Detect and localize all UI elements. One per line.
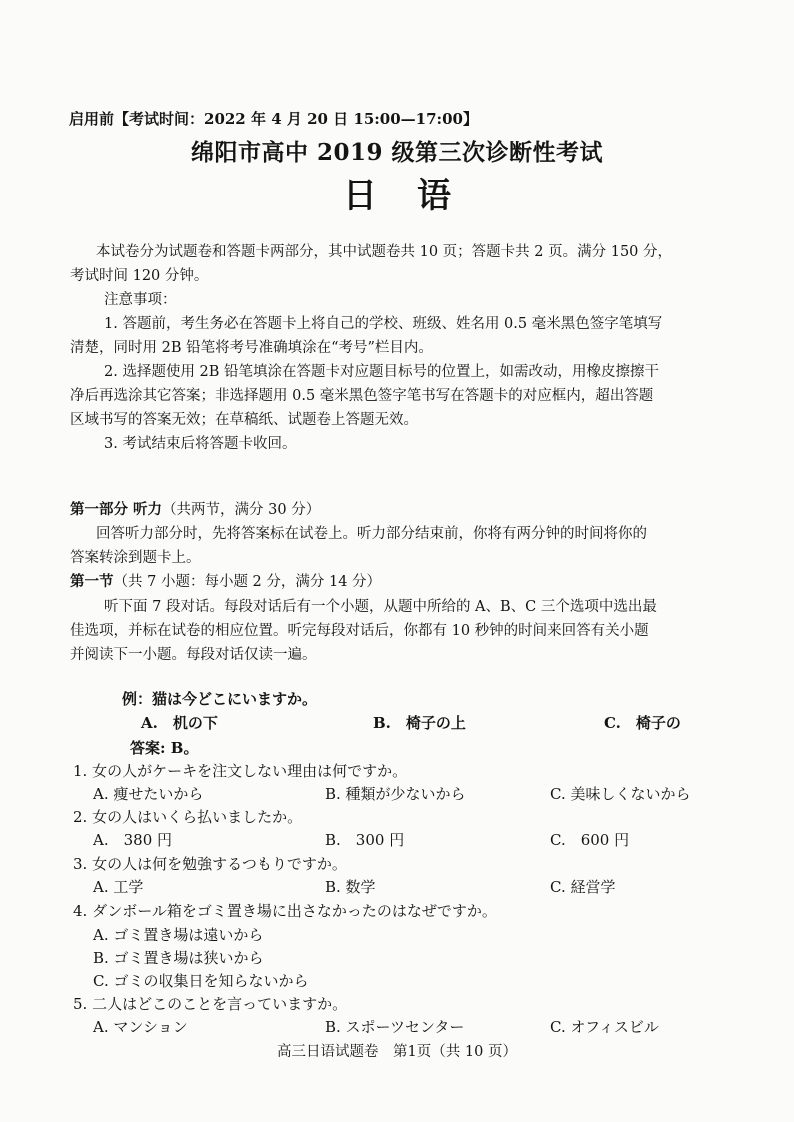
question-1-option-a: A. 痩せたいから (93, 785, 204, 803)
subject-title: 日语 (343, 176, 491, 216)
question-5-option-a: A. マンション (93, 1018, 188, 1036)
intro-line-2: 考试时间 120 分钟。 (70, 268, 209, 284)
question-5-option-c: C. オフィスビル (550, 1018, 659, 1036)
example-option-c: C. 椅子の (604, 714, 681, 732)
question-2-option-a: A. 380 円 (93, 831, 172, 849)
section1-desc-line-2: 佳选项，并标在试卷的相应位置。听完每段对话后，你都有 10 秒钟的时间来回答有关小题 (70, 623, 649, 639)
question-4-option-a: A. ゴミ置き場は遠いから (93, 926, 264, 944)
section1-title-note: （共 7 小题：每小题 2 分，满分 14 分） (113, 574, 382, 590)
question-3-option-a: A. 工学 (93, 878, 144, 896)
question-2-option-c: C. 600 円 (550, 831, 630, 849)
question-2-option-b: B. 300 円 (325, 831, 405, 849)
question-1-option-c: C. 美味しくないから (550, 785, 691, 803)
part1-desc-line-1: 回答听力部分时，先将答案标在试卷上。听力部分结束前，你将有两分钟的时间将你的 (96, 526, 647, 542)
part1-desc-line-2: 答案转涂到题卡上。 (70, 550, 201, 566)
question-3-option-b: B. 数学 (325, 878, 376, 896)
question-5: 5. 二人はどこのことを言っていますか。 (73, 995, 348, 1013)
example-option-b: B. 椅子の上 (373, 714, 466, 732)
question-3-option-c: C. 経営学 (550, 878, 616, 896)
note-3: 3. 考试结束后将答题卡收回。 (104, 436, 297, 452)
example-answer: 答案: B。 (130, 739, 199, 757)
question-1-option-b: B. 種類が少ないから (325, 785, 466, 803)
question-4-option-b: B. ゴミ置き場は狭いから (93, 949, 264, 967)
question-5-option-b: B. スポーツセンター (325, 1018, 465, 1036)
page-footer: 高三日语试题卷 第1页（共 10 页） (277, 1044, 517, 1060)
part1-heading (70, 498, 320, 522)
notes-title: 注意事项： (104, 292, 177, 308)
question-2: 2. 女の人はいくら払いましたか。 (73, 808, 303, 826)
example-option-a: A. 机の下 (141, 714, 218, 732)
part1-title: 第一部分 听力 (70, 501, 163, 518)
section1-heading (70, 570, 381, 594)
note-1-line-1: 1. 答题前，考生务必在答题卡上将自己的学校、班级、姓名用 0.5 毫米黑色签字笔填写 (104, 316, 663, 332)
example-question: 例：猫は今どこにいますか。 (122, 690, 318, 708)
section1-desc-line-1: 听下面 7 段对话。每段对话后有一个小题，从题中所给的 A、B、C 三个选项中选出最 (104, 599, 657, 615)
section1-desc-line-3: 并阅读下一小题。每段对话仅读一遍。 (70, 647, 317, 663)
note-1-line-2: 清楚，同时用 2B 铅笔将考号准确填涂在“考号”栏目内。 (70, 340, 433, 356)
note-2-line-3: 区域书写的答案无效；在草稿纸、试题卷上答题无效。 (70, 412, 418, 428)
exam-time-line: 启用前【考试时间：2022 年 4 月 20 日 15:00—17:00】 (69, 110, 478, 128)
question-1: 1. 女の人がケーキを注文しない理由は何ですか。 (73, 762, 408, 780)
question-4: 4. ダンボール箱をゴミ置き場に出さなかったのはなぜですか。 (73, 902, 497, 920)
note-2-line-1: 2. 选择题使用 2B 铅笔填涂在答题卡对应题目标号的位置上，如需改动，用橡皮擦擦干 (104, 364, 660, 380)
question-3: 3. 女の人は何を勉強するつもりですか。 (73, 855, 347, 873)
question-4-option-c: C. ゴミの収集日を知らないから (93, 972, 309, 990)
part1-title-note: （共两节，满分 30 分） (162, 502, 321, 518)
intro-line-1: 本试卷分为试题卷和答题卡两部分，其中试题卷共 10 页；答题卡共 2 页。满分 150 分， (96, 244, 673, 260)
section1-title: 第一节 (70, 573, 114, 590)
note-2-line-2: 净后再选涂其它答案；非选择题用 0.5 毫米黑色签字笔书写在答题卡的对应框内，超出答题 (70, 388, 654, 404)
exam-title: 绵阳市高中 2019 级第三次诊断性考试 (190, 139, 604, 166)
